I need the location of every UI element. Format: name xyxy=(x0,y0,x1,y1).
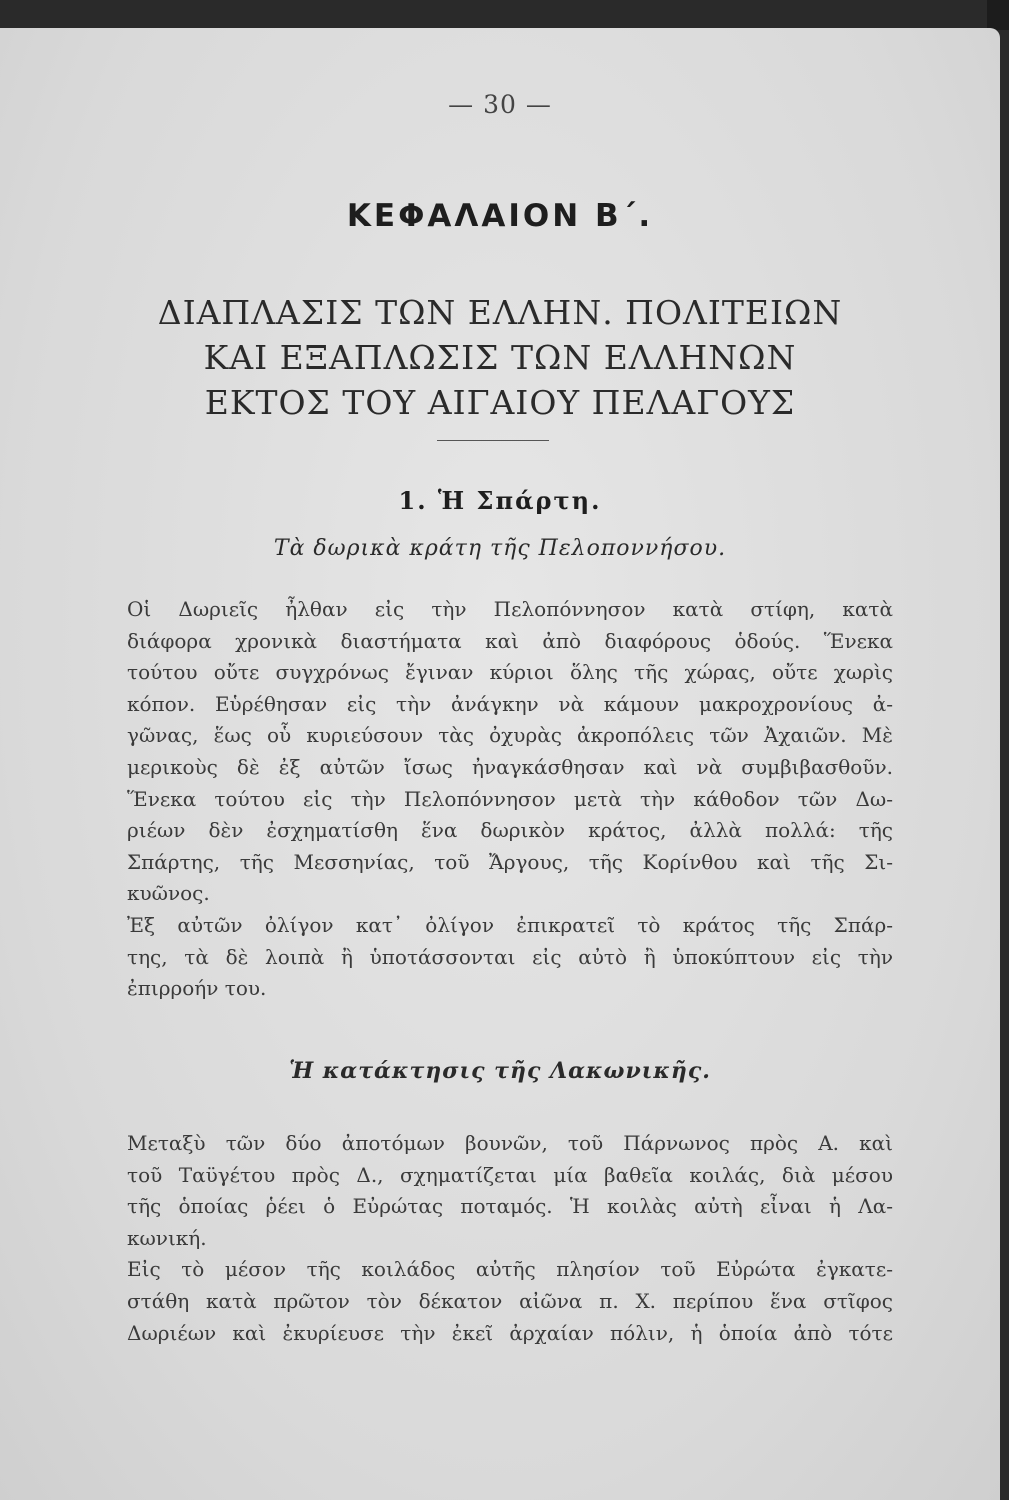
text-line: στάθη κατὰ πρῶτον τὸν δέκατον αἰῶνα π. Χ. περίπου ἕνα στῖφος xyxy=(127,1288,893,1313)
text-line: ριέων δὲν ἐσχηματίσθη ἕνα δωρικὸν κράτος, ἀλλὰ πολλά: τῆς xyxy=(127,818,893,843)
text-line: κόπον. Εὑρέθησαν εἰς τὴν ἀνάγκην νὰ κάμουν μακροχρονίους ἀ- xyxy=(127,691,893,716)
chapter-heading: ΚΕΦΑΛΑΙΟΝ Β΄. xyxy=(346,198,654,234)
text-line: κυῶνος. xyxy=(127,881,210,906)
paragraph-block-laconia xyxy=(127,1128,893,1349)
text-line: τούτου οὔτε συγχρόνως ἔγιναν κύριοι ὅλης τῆς χώρας, οὔτε χωρὶς xyxy=(127,660,893,685)
text-line: γῶνας, ἕως οὗ κυριεύσουν τὰς ὀχυρὰς ἀκροπόλεις τῶν Ἀχαιῶν. Μὲ xyxy=(127,723,893,748)
text-line: Δωριέων καὶ ἐκυρίευσε τὴν ἐκεῖ ἀρχαίαν πόλιν, ἡ ὁποία ἀπὸ τότε xyxy=(127,1320,893,1345)
text-line: ἐπιρροήν του. xyxy=(127,976,267,1001)
text-line: Σπάρτης, τῆς Μεσσηνίας, τοῦ Ἄργους, τῆς Κορίνθου καὶ τῆς Σι- xyxy=(127,849,893,874)
book-page xyxy=(0,28,1000,1500)
text-line: τῆς ὁποίας ῥέει ὁ Εὐρώτας ποταμός. Ἡ κοιλὰς αὐτὴ εἶναι ἡ Λα- xyxy=(127,1194,893,1219)
text-line: Μεταξὺ τῶν δύο ἀποτόμων βουνῶν, τοῦ Πάρνωνος πρὸς Α. καὶ xyxy=(127,1131,893,1155)
subsection-title-dorian-states: Τὰ δωρικὰ κράτη τῆς Πελοποννήσου. xyxy=(273,536,727,561)
chapter-title-line: ΕΚΤΟΣ ΤΟΥ ΑΙΓΑΙΟΥ ΠΕΛΑΓΟΥΣ xyxy=(204,383,796,422)
page-number: — 30 — xyxy=(448,90,552,119)
text-line: Ἐξ αὐτῶν ὀλίγον κατ᾽ ὀλίγον ἐπικρατεῖ τὸ κράτος τῆς Σπάρ- xyxy=(127,912,893,937)
text-line: μερικοὺς δὲ ἐξ αὐτῶν ἴσως ἠναγκάσθησαν καὶ νὰ συμβιβασθοῦν. xyxy=(127,754,893,779)
section-heading: 1. Ἡ Σπάρτη. xyxy=(398,486,602,515)
text-line: Οἱ Δωριεῖς ἦλθαν εἰς τὴν Πελοπόννησον κατὰ στίφη, κατὰ xyxy=(127,597,893,621)
text-line: της, τὰ δὲ λοιπὰ ἢ ὑποτάσσονται εἰς αὐτὸ ἢ ὑποκύπτουν εἰς τὴν xyxy=(127,944,893,969)
subsection-title-laconia-conquest: Ἡ κατάκτησις τῆς Λακωνικῆς. xyxy=(289,1058,711,1084)
scan-background-edge xyxy=(987,0,1009,30)
text-line: τοῦ Ταϋγέτου πρὸς Δ., σχηματίζεται μία βαθεῖα κοιλάς, διὰ μέσου xyxy=(127,1162,893,1187)
chapter-title-line: ΚΑΙ ΕΞΑΠΛΩΣΙΣ ΤΩΝ ΕΛΛΗΝΩΝ xyxy=(203,338,797,377)
paragraph-block-dorian-states xyxy=(127,594,893,1005)
chapter-title-line: ΔΙΑΠΛΑΣΙΣ ΤΩΝ ΕΛΛΗΝ. ΠΟΛΙΤΕΙΩΝ xyxy=(157,293,843,332)
text-line: κωνική. xyxy=(127,1225,207,1250)
text-line: Ἕνεκα τούτου εἰς τὴν Πελοπόννησον μετὰ τὴν κάθοδον τῶν Δω- xyxy=(127,786,893,811)
text-line: Εἰς τὸ μέσον τῆς κοιλάδος αὐτῆς πλησίον τοῦ Εὐρώτα ἐγκατε- xyxy=(127,1257,893,1282)
text-line: διάφορα χρονικὰ διαστήματα καὶ ἀπὸ διαφόρους ὁδούς. Ἕνεκα xyxy=(127,628,893,653)
title-divider xyxy=(437,440,549,441)
chapter-title xyxy=(0,290,1000,425)
